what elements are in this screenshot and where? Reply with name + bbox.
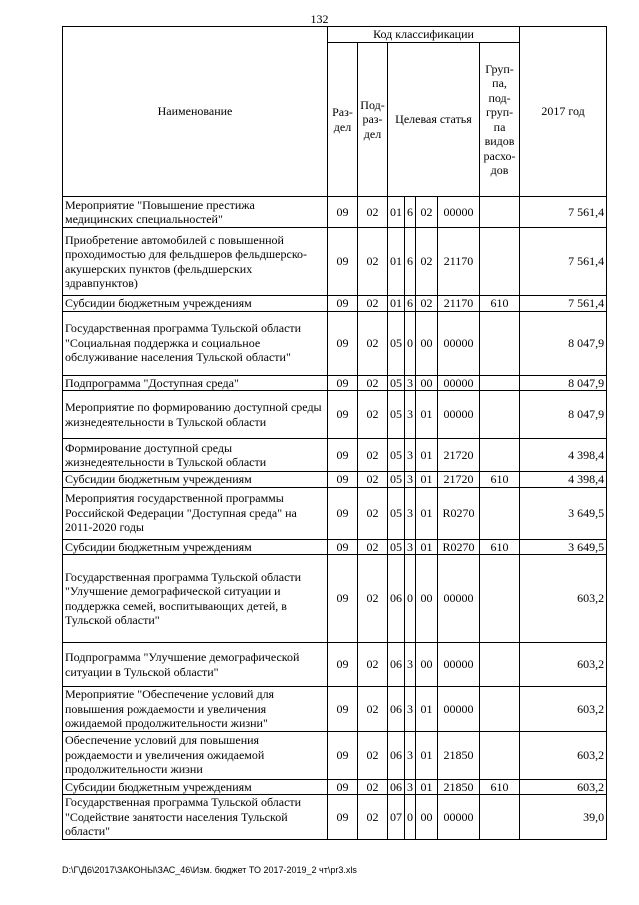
row-amount-cell: 39,0 bbox=[520, 795, 607, 840]
header-subsection: Под-раз-дел bbox=[358, 43, 388, 197]
row-code-cell: 00000 bbox=[438, 375, 480, 391]
row-code-cell: 00000 bbox=[438, 643, 480, 687]
row-name-cell: Субсидии бюджетным учреждениям bbox=[63, 472, 328, 488]
row-code-cell: 3 bbox=[405, 391, 416, 439]
row-code-cell: 01 bbox=[416, 472, 438, 488]
row-code-cell: 05 bbox=[388, 472, 405, 488]
row-code-cell: 3 bbox=[405, 779, 416, 795]
row-code-cell: 02 bbox=[358, 779, 388, 795]
row-code-cell: 02 bbox=[416, 296, 438, 312]
row-code-cell: 00000 bbox=[438, 197, 480, 228]
row-code-cell bbox=[480, 439, 520, 472]
row-code-cell: 3 bbox=[405, 375, 416, 391]
row-code-cell: 05 bbox=[388, 391, 405, 439]
table-row bbox=[63, 779, 607, 795]
row-amount-cell: 8 047,9 bbox=[520, 375, 607, 391]
row-code-cell bbox=[480, 228, 520, 296]
row-code-cell: 6 bbox=[405, 197, 416, 228]
row-code-cell: 06 bbox=[388, 555, 405, 643]
row-amount-cell: 8 047,9 bbox=[520, 311, 607, 375]
row-code-cell: 09 bbox=[328, 375, 358, 391]
row-code-cell: 21850 bbox=[438, 779, 480, 795]
row-amount-cell: 8 047,9 bbox=[520, 391, 607, 439]
row-code-cell: 01 bbox=[416, 731, 438, 779]
row-code-cell: 610 bbox=[480, 472, 520, 488]
file-path-footer: D:\Г\Д6\2017\ЗАКОНЫ\ЗАС_46\Изм. бюджет ТО 2017-2019_2 чт\pr3.xls bbox=[62, 865, 357, 875]
row-code-cell: 05 bbox=[388, 439, 405, 472]
row-code-cell: 01 bbox=[416, 779, 438, 795]
row-code-cell: 06 bbox=[388, 731, 405, 779]
row-code-cell: 09 bbox=[328, 555, 358, 643]
row-code-cell: 02 bbox=[358, 197, 388, 228]
table-row bbox=[63, 731, 607, 779]
row-code-cell: 09 bbox=[328, 643, 358, 687]
row-code-cell: 01 bbox=[416, 439, 438, 472]
row-code-cell: 09 bbox=[328, 795, 358, 840]
row-code-cell: 3 bbox=[405, 687, 416, 732]
row-code-cell: 00 bbox=[416, 643, 438, 687]
row-code-cell: 00000 bbox=[438, 391, 480, 439]
row-code-cell: 09 bbox=[328, 311, 358, 375]
table-row bbox=[63, 228, 607, 296]
table-row bbox=[63, 197, 607, 228]
header-code-group: Код классификации bbox=[328, 27, 520, 43]
row-code-cell: 06 bbox=[388, 779, 405, 795]
row-code-cell: R0270 bbox=[438, 487, 480, 539]
row-code-cell: 3 bbox=[405, 439, 416, 472]
row-code-cell: 02 bbox=[416, 197, 438, 228]
row-code-cell: 09 bbox=[328, 731, 358, 779]
row-code-cell: 02 bbox=[358, 731, 388, 779]
row-code-cell: 09 bbox=[328, 296, 358, 312]
row-name-cell: Государственная программа Тульской области "Социальная поддержка и социальное обслуживание населения Тульской области" bbox=[63, 311, 328, 375]
row-code-cell: 09 bbox=[328, 779, 358, 795]
row-code-cell: 6 bbox=[405, 296, 416, 312]
row-code-cell: 21720 bbox=[438, 472, 480, 488]
row-code-cell: 09 bbox=[328, 197, 358, 228]
row-code-cell bbox=[480, 687, 520, 732]
row-code-cell: 21850 bbox=[438, 731, 480, 779]
row-code-cell bbox=[480, 487, 520, 539]
row-code-cell: R0270 bbox=[438, 539, 480, 555]
row-code-cell: 02 bbox=[358, 472, 388, 488]
header-section: Раз-дел bbox=[328, 43, 358, 197]
row-code-cell: 09 bbox=[328, 687, 358, 732]
row-amount-cell: 3 649,5 bbox=[520, 487, 607, 539]
row-code-cell bbox=[480, 643, 520, 687]
row-name-cell: Государственная программа Тульской области "Содействие занятости населения Тульской области" bbox=[63, 795, 328, 840]
table-row bbox=[63, 687, 607, 732]
budget-table bbox=[62, 26, 607, 840]
header-name: Наименование bbox=[63, 27, 328, 197]
row-code-cell: 05 bbox=[388, 375, 405, 391]
row-name-cell: Субсидии бюджетным учреждениям bbox=[63, 296, 328, 312]
row-code-cell: 02 bbox=[358, 643, 388, 687]
row-code-cell: 3 bbox=[405, 731, 416, 779]
row-code-cell: 21170 bbox=[438, 228, 480, 296]
row-name-cell: Обеспечение условий для повышения рождаемости и увеличения ожидаемой продолжительности жизни bbox=[63, 731, 328, 779]
row-code-cell: 02 bbox=[358, 296, 388, 312]
row-code-cell: 09 bbox=[328, 539, 358, 555]
row-code-cell: 01 bbox=[388, 197, 405, 228]
table-row bbox=[63, 375, 607, 391]
row-code-cell: 02 bbox=[416, 228, 438, 296]
row-code-cell: 610 bbox=[480, 779, 520, 795]
row-code-cell: 00000 bbox=[438, 555, 480, 643]
row-code-cell: 21720 bbox=[438, 439, 480, 472]
header-expense-type: Груп-па, под-груп-па видов расхо-дов bbox=[480, 43, 520, 197]
row-name-cell: Мероприятие по формированию доступной среды жизнедеятельности в Тульской области bbox=[63, 391, 328, 439]
row-amount-cell: 603,2 bbox=[520, 687, 607, 732]
row-name-cell: Формирование доступной среды жизнедеятельности в Тульской области bbox=[63, 439, 328, 472]
row-code-cell: 01 bbox=[416, 487, 438, 539]
row-amount-cell: 4 398,4 bbox=[520, 439, 607, 472]
row-code-cell: 01 bbox=[416, 687, 438, 732]
row-code-cell: 05 bbox=[388, 539, 405, 555]
table-body bbox=[63, 197, 607, 840]
row-name-cell: Подпрограмма "Улучшение демографической ситуации в Тульской области" bbox=[63, 643, 328, 687]
row-code-cell: 0 bbox=[405, 311, 416, 375]
row-amount-cell: 7 561,4 bbox=[520, 296, 607, 312]
row-code-cell: 00 bbox=[416, 555, 438, 643]
row-code-cell: 6 bbox=[405, 228, 416, 296]
row-code-cell bbox=[480, 555, 520, 643]
row-code-cell: 00000 bbox=[438, 687, 480, 732]
row-code-cell: 01 bbox=[416, 391, 438, 439]
table-row bbox=[63, 643, 607, 687]
row-name-cell: Субсидии бюджетным учреждениям bbox=[63, 779, 328, 795]
row-code-cell: 09 bbox=[328, 439, 358, 472]
table-row bbox=[63, 391, 607, 439]
row-code-cell: 3 bbox=[405, 643, 416, 687]
row-amount-cell: 603,2 bbox=[520, 779, 607, 795]
row-amount-cell: 4 398,4 bbox=[520, 472, 607, 488]
row-code-cell: 06 bbox=[388, 687, 405, 732]
table-row bbox=[63, 296, 607, 312]
row-code-cell bbox=[480, 795, 520, 840]
row-code-cell: 02 bbox=[358, 311, 388, 375]
page-number: 132 bbox=[310, 12, 329, 26]
row-code-cell: 3 bbox=[405, 487, 416, 539]
row-code-cell: 02 bbox=[358, 795, 388, 840]
row-code-cell: 02 bbox=[358, 487, 388, 539]
table-row bbox=[63, 795, 607, 840]
row-code-cell: 00 bbox=[416, 795, 438, 840]
row-amount-cell: 603,2 bbox=[520, 643, 607, 687]
row-code-cell: 02 bbox=[358, 391, 388, 439]
row-code-cell: 00000 bbox=[438, 311, 480, 375]
row-name-cell: Государственная программа Тульской области "Улучшение демографической ситуации и поддержка семей, воспитывающих детей, в Тульской области" bbox=[63, 555, 328, 643]
row-code-cell: 09 bbox=[328, 487, 358, 539]
row-amount-cell: 603,2 bbox=[520, 555, 607, 643]
row-code-cell: 21170 bbox=[438, 296, 480, 312]
row-code-cell bbox=[480, 311, 520, 375]
row-code-cell: 0 bbox=[405, 795, 416, 840]
row-amount-cell: 603,2 bbox=[520, 731, 607, 779]
row-code-cell: 05 bbox=[388, 311, 405, 375]
row-code-cell: 02 bbox=[358, 375, 388, 391]
row-code-cell: 05 bbox=[388, 487, 405, 539]
row-name-cell: Подпрограмма "Доступная среда" bbox=[63, 375, 328, 391]
row-amount-cell: 3 649,5 bbox=[520, 539, 607, 555]
row-code-cell bbox=[480, 375, 520, 391]
row-name-cell: Приобретение автомобилей с повышенной проходимостью для фельдшеров фельдшерско-акушерских пунктов (фельдшерских здравпунктов) bbox=[63, 228, 328, 296]
row-name-cell: Мероприятие "Повышение престижа медицинских специальностей" bbox=[63, 197, 328, 228]
row-code-cell: 00 bbox=[416, 311, 438, 375]
row-name-cell: Мероприятие "Обеспечение условий для повышения рождаемости и увеличения ожидаемой продолжительности жизни" bbox=[63, 687, 328, 732]
row-code-cell: 3 bbox=[405, 472, 416, 488]
row-code-cell: 610 bbox=[480, 539, 520, 555]
row-code-cell: 09 bbox=[328, 472, 358, 488]
row-code-cell: 06 bbox=[388, 643, 405, 687]
row-code-cell bbox=[480, 391, 520, 439]
row-code-cell bbox=[480, 731, 520, 779]
row-code-cell: 02 bbox=[358, 228, 388, 296]
table-row bbox=[63, 439, 607, 472]
table-row bbox=[63, 539, 607, 555]
table-row bbox=[63, 472, 607, 488]
row-code-cell: 07 bbox=[388, 795, 405, 840]
row-code-cell: 610 bbox=[480, 296, 520, 312]
row-amount-cell: 7 561,4 bbox=[520, 197, 607, 228]
row-code-cell: 00 bbox=[416, 375, 438, 391]
table-row bbox=[63, 555, 607, 643]
row-code-cell: 01 bbox=[416, 539, 438, 555]
header-year: 2017 год bbox=[520, 27, 607, 197]
row-amount-cell: 7 561,4 bbox=[520, 228, 607, 296]
row-code-cell: 01 bbox=[388, 296, 405, 312]
row-code-cell: 02 bbox=[358, 539, 388, 555]
row-name-cell: Мероприятия государственной программы Российской Федерации "Доступная среда" на 2011-2020 годы bbox=[63, 487, 328, 539]
row-name-cell: Субсидии бюджетным учреждениям bbox=[63, 539, 328, 555]
row-code-cell: 02 bbox=[358, 687, 388, 732]
row-code-cell: 09 bbox=[328, 391, 358, 439]
table-row bbox=[63, 311, 607, 375]
row-code-cell: 00000 bbox=[438, 795, 480, 840]
row-code-cell: 01 bbox=[388, 228, 405, 296]
header-target: Целевая статья bbox=[388, 43, 480, 197]
row-code-cell bbox=[480, 197, 520, 228]
row-code-cell: 09 bbox=[328, 228, 358, 296]
row-code-cell: 3 bbox=[405, 539, 416, 555]
table-row bbox=[63, 487, 607, 539]
row-code-cell: 0 bbox=[405, 555, 416, 643]
row-code-cell: 02 bbox=[358, 555, 388, 643]
row-code-cell: 02 bbox=[358, 439, 388, 472]
